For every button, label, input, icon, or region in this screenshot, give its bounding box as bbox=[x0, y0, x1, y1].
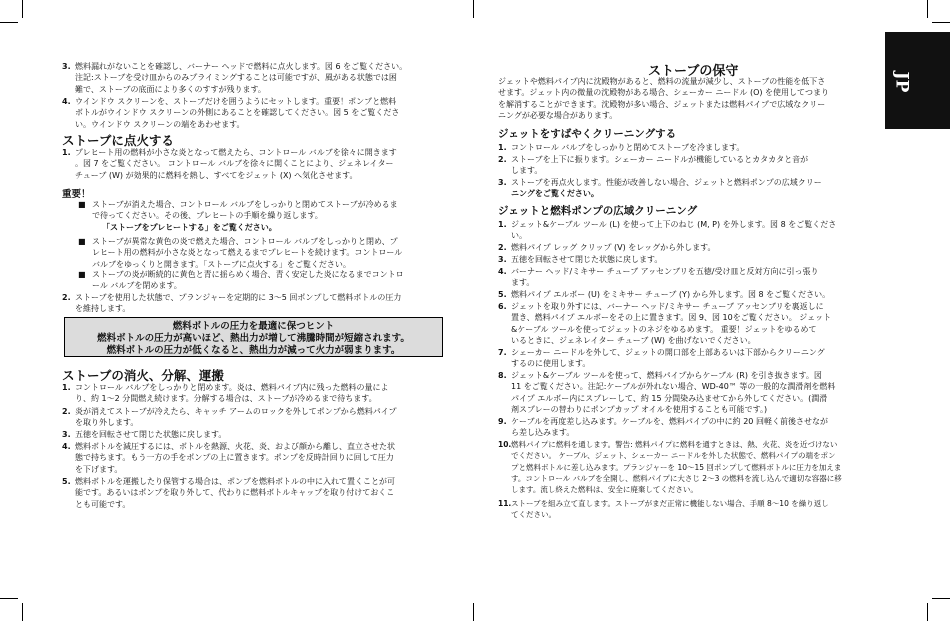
off-step-2: 2. 炎が消えてストーブが冷えたら、キャッチ アームのロックを外してポンプから燃料パイプ を取り外します。 bbox=[62, 407, 397, 428]
heading-light-stove: ストーブに点火する bbox=[62, 133, 174, 148]
crop-mark bbox=[473, 603, 474, 621]
wide-step-6: 6. ジェットを取り外すには、バーナー ヘッド/ミキサー チューブ アッセンブリを裏返しに 置き、燃料パイプ エルボーをその上に置きます。図 9、図 10をご覧ください。 ジェット &ケーブル ツールを使ってジェットのネジをゆるめます。 重要！ジェットをゆるめて いるときに、ジェネレイター チューブ (W) を曲げないでください。 bbox=[498, 302, 832, 345]
wide-step-10: 10.燃料パイプに燃料を通します。警告: 燃料パイプに燃料を通すときは、熱、火花、炎を近づけない でください。 ケーブル、ジェット、シェーカー ニードルを外した状態で、燃料パイプの端をポン プと燃料ボトルに差し込みます。プランジャーを 10～15 回ポンプして燃料ボトルに圧力を加えま す。コントロール バルブを全開し、燃料パイプに大さじ 2～3 の燃料を流し込んで適切な容器に移 します。流し終えた燃料は、安全に廃棄してください。 bbox=[498, 440, 842, 495]
wide-step-2: 2. 燃料パイプ レッグ クリップ (V) をレッグから外します。 bbox=[498, 243, 716, 252]
wide-step-5: 5. 燃料パイプ エルボー (U) をミキサー チューブ (Y) から外します。図 8 をご覧ください。 bbox=[498, 290, 831, 299]
off-step-4: 4. 燃料ボトルを減圧するには、ボトルを熱源、火花、炎、および顔から離し、直立させた状 態で持ちます。もう一方の手をポンプの上に置きます。ポンプを反時計回りに回して圧力 を下げます。 bbox=[62, 442, 395, 474]
light-step-1: 1. プレヒート用の燃料が小さな炎となって燃えたら、コントロール バルブを徐々に開きます 。図 7 をご覧ください。 コントロール バルブを徐々に開くことにより、ジェネレイター チューブ (W) が効果的に燃料を熱し、すべてをジェット (X) へ気化させます。 bbox=[62, 148, 397, 180]
bullet-icon: ■ bbox=[78, 270, 86, 279]
wide-step-9: 9. ケーブルを再度差し込みます。ケーブルを、燃料パイプの中に約 20 回軽く前後させなが ら差し込みます。 bbox=[498, 417, 828, 438]
pressure-hint-box: 燃料ボトルの圧力を最適に保つヒント 燃料ボトルの圧力が高いほど、熱出力が増して沸騰時間が短縮されます。 燃料ボトルの圧力が低くなると、熱出力が減って火力が弱まります。 bbox=[64, 317, 443, 357]
language-tab-label: JP bbox=[891, 71, 912, 93]
wide-step-3: 3. 五徳を回転させて閉じた状態に戻します。 bbox=[498, 255, 663, 264]
crop-mark bbox=[0, 22, 18, 23]
bullet-icon: ■ bbox=[78, 200, 86, 209]
wide-step-7: 7. シェーカー ニードルを外して、ジェットの開口部を上部あるいは下部からクリーニング するのに使用します。 bbox=[498, 348, 825, 369]
step-4: 4. ウインドウ スクリーンを、ストーブだけを囲うようにセットします。重要！ポンプと燃料 ボトルがウインドウ スクリーンの外側にあることを確認してください。図 5 をご覧くださ い。ウインドウ スクリーンの端をあわせます。 bbox=[62, 97, 400, 129]
wide-step-4: 4. バーナー ヘッド/ミキサー チューブ アッセンブリを五徳/受け皿と反対方向に引っ張り ます。 bbox=[498, 267, 819, 288]
light-step-2: 2. ストーブを使用した状態で、プランジャーを定期的に 3～5 回ポンプして燃料ボトルの圧力 を維持します。 bbox=[62, 293, 402, 314]
heading-maintenance: ストーブの保守 bbox=[648, 64, 739, 79]
quick-step-3: 3. ストーブを再点火します。性能が改善しない場合、ジェットと燃料ポンプの広域クリー ニングをご覧ください。 bbox=[498, 178, 822, 199]
off-step-3: 3. 五徳を回転させて閉じた状態に戻します。 bbox=[62, 430, 227, 439]
heading-important: 重要！ bbox=[62, 189, 91, 200]
quick-step-2: 2. ストーブを上下に振ります。シェーカー ニードルが機能しているとカタカタと音が します。 bbox=[498, 155, 809, 176]
heading-wide-clean: ジェットと燃料ポンプの広域クリーニング bbox=[498, 205, 698, 217]
heading-shutoff: ストーブの消火、分解、運搬 bbox=[62, 368, 224, 383]
important-item-1: ストーブが消えた場合、コントロール バルブをしっかりと閉めてストーブが冷めるま で待ってください。その後、プレヒートの手順を繰り返します。 「ストーブをプレヒートする」をご覧ください。 bbox=[92, 200, 398, 232]
crop-mark bbox=[0, 598, 18, 599]
crop-mark bbox=[22, 0, 23, 18]
crop-mark bbox=[22, 603, 23, 621]
crop-mark bbox=[927, 0, 928, 18]
crop-mark bbox=[932, 598, 950, 599]
wide-step-1: 1. ジェット&ケーブル ツール (L) を使って上下のねじ (M, P) を外します。図 8 をご覧くださ い。 bbox=[498, 220, 837, 241]
off-step-5: 5. 燃料ボトルを運搬したり保管する場合は、ポンプを燃料ボトルの中に入れて置くことが可 能です。あるいはポンプを取り外して、代わりに燃料ボトルキャップを取り付けておくこ とも可能です。 bbox=[62, 477, 395, 509]
step-3: 3. 燃料漏れがないことを確認し、バーナー ヘッドで燃料に点火します。図 6 をご覧ください。 注記:ストーブを受け皿からのみプライミングすることは可能ですが、風がある状態では困 難で、ストーブの底面により多くのすすが残ります。 bbox=[62, 62, 408, 94]
bullet-icon: ■ bbox=[78, 237, 86, 246]
quick-step-1: 1. コントロール バルブをしっかりと閉めてストーブを冷まします。 bbox=[498, 143, 745, 152]
off-step-1: 1. コントロール バルブをしっかりと閉めます。炎は、燃料パイプ内に残った燃料の量によ り、約 1～2 分間燃え続けます。分解する場合は、ストーブが冷めるまで待ちます。 bbox=[62, 383, 389, 404]
crop-mark bbox=[927, 603, 928, 621]
heading-quick-clean: ジェットをすばやくクリーニングする bbox=[498, 128, 677, 140]
important-item-3: ストーブの炎が断続的に黄色と青に揺らめく場合、青く安定した炎になるまでコントロ ール バルブを閉めます。 bbox=[92, 270, 404, 291]
important-item-2: ストーブが異常な黄色の炎で燃えた場合、コントロール バルブをしっかりと閉め、プ レヒート用の燃料が小さな炎となって燃えるまでプレヒートを続けます。コントロール バルブをゆっくりと開きます。「ストーブに点火する」をご覧ください。 bbox=[92, 237, 403, 269]
crop-mark bbox=[932, 22, 950, 23]
language-tab bbox=[885, 32, 950, 129]
wide-step-11: 11.ストーブを組み立て直します。ストーブがまだ正常に機能しない場合、手順 8～10 を繰り返し てください。 bbox=[498, 499, 829, 520]
maintenance-intro: ジェットや燃料パイプ内に沈殿物があると、燃料の流量が減少し、ストーブの性能を低下さ せます。ジェット内の微量の沈殿物がある場合、シェーカー ニードル (O) を使用してつまり を解消することができます。沈殿物が多い場合、ジェットまたは燃料パイプで広域なクリー ニングが必要な場合があります。 bbox=[498, 77, 830, 120]
crop-mark bbox=[473, 0, 474, 18]
wide-step-8: 8. ジェット&ケーブル ツールを使って、燃料パイプからケーブル (R) を引き抜きます。図 11 をご覧ください。注記:ケーブルが外れない場合、WD-40™ 等の一般的な潤滑剤を燃料 パイプ エルボー内にスプレーして、約 15 分間染み込ませてから外してください。(潤滑 剤スプレーの替わりにポンプカップ オイルを使用することも可能です。) bbox=[498, 371, 836, 414]
